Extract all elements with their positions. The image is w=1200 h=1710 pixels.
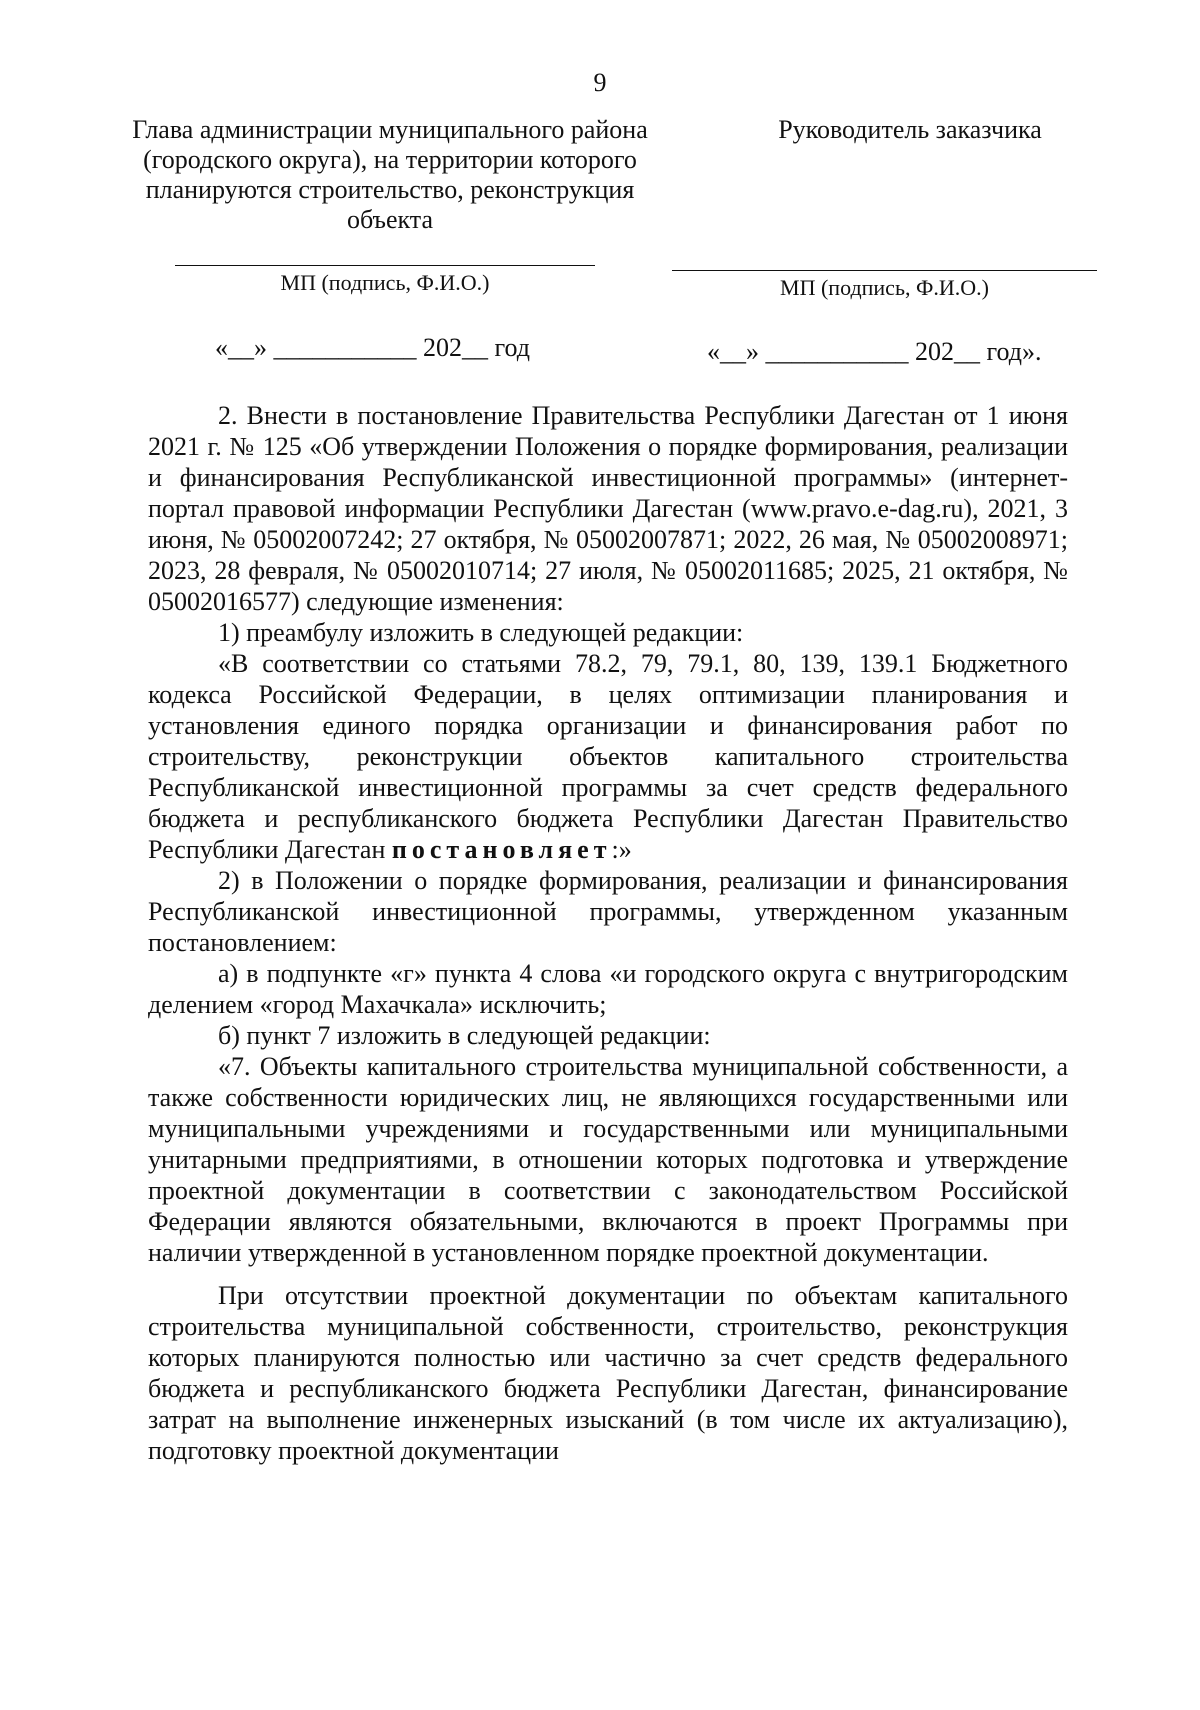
signature-left-title: Глава администрации муниципального района (городского округа), на территории которого планируются строительство, реконструкция объекта (132, 115, 648, 234)
paragraph-point-7: «7. Объекты капитального строительства муниципальной собственности, а также собственности юридических лиц, не являющихся государственными или муниципальными учреждениями и государственными или муниципальными унитарными предприятиями, в отношении которых подготовка и утверждение проектной документации в соответствии с законодательством Российской Федерации являются обязательными, включаются в проект Программы при наличии утвержденной в установленном порядке проектной документации. (148, 1052, 1068, 1267)
paragraph-preamble-item: 1) преамбулу изложить в следующей редакции: (218, 618, 744, 647)
page-number: 9 (593, 68, 607, 97)
signature-right-line (672, 270, 1097, 271)
paragraph-subitem-b: б) пункт 7 изложить в следующей редакции: (218, 1021, 711, 1050)
signature-left-date: «__» ___________ 202__ год (215, 333, 530, 362)
signature-right-caption: МП (подпись, Ф.И.О.) (780, 275, 989, 300)
signature-right-title: Руководитель заказчика (778, 115, 1042, 144)
document-body (148, 400, 1068, 1466)
paragraph-amendment-intro: 2. Внести в постановление Правительства Республики Дагестан от 1 июня 2021 г. № 125 «Об утверждении Положения о порядке формирования, реализации и финансирования Республиканской инвестиционной программы» (интернет-портал правовой информации Республики Дагестан (www.pravo.e-dag.ru), 2021, 3 июня, № 05002007242; 27 октября, № 05002007871; 2022, 26 мая, № 05002008971; 2023, 28 февраля, № 05002010714; 27 июля, № 05002011685; 2025, 21 октября, № 05002016577) следующие изменения: (148, 401, 1068, 616)
signature-right-date: «__» ___________ 202__ год». (707, 337, 1042, 366)
preamble-keyword: постановляет (391, 835, 612, 864)
signature-left-caption: МП (подпись, Ф.И.О.) (280, 270, 490, 295)
paragraph-preamble-text (148, 648, 1068, 865)
preamble-ending: :» (611, 835, 632, 864)
paragraph-regulation-item: 2) в Положении о порядке формирования, реализации и финансирования Республиканской инвестиционной программы, утвержденном указанным постановлением: (148, 866, 1068, 957)
preamble-text: «В соответствии со статьями 78.2, 79, 79.1, 80, 139, 139.1 Бюджетного кодекса Российской Федерации, в целях оптимизации планирования и установления единого порядка организации и финансирования работ по строительству, реконструкции объектов капитального строительства Республиканской инвестиционной программы за счет средств федерального бюджета и республиканского бюджета Республики Дагестан Правительство Республики Дагестан (148, 649, 1068, 864)
paragraph-absence-of-documentation: При отсутствии проектной документации по объектам капитального строительства муниципальной собственности, строительство, реконструкция которых планируются полностью или частично за счет средств федерального бюджета и республиканского бюджета Республики Дагестан, финансирование затрат на выполнение инженерных изысканий (в том числе их актуализацию), подготовку проектной документации (148, 1281, 1068, 1465)
paragraph-subitem-a: а) в подпункте «г» пункта 4 слова «и городского округа с внутригородским делением «город Махачкала» исключить; (148, 959, 1068, 1019)
signature-left-line (175, 265, 595, 266)
